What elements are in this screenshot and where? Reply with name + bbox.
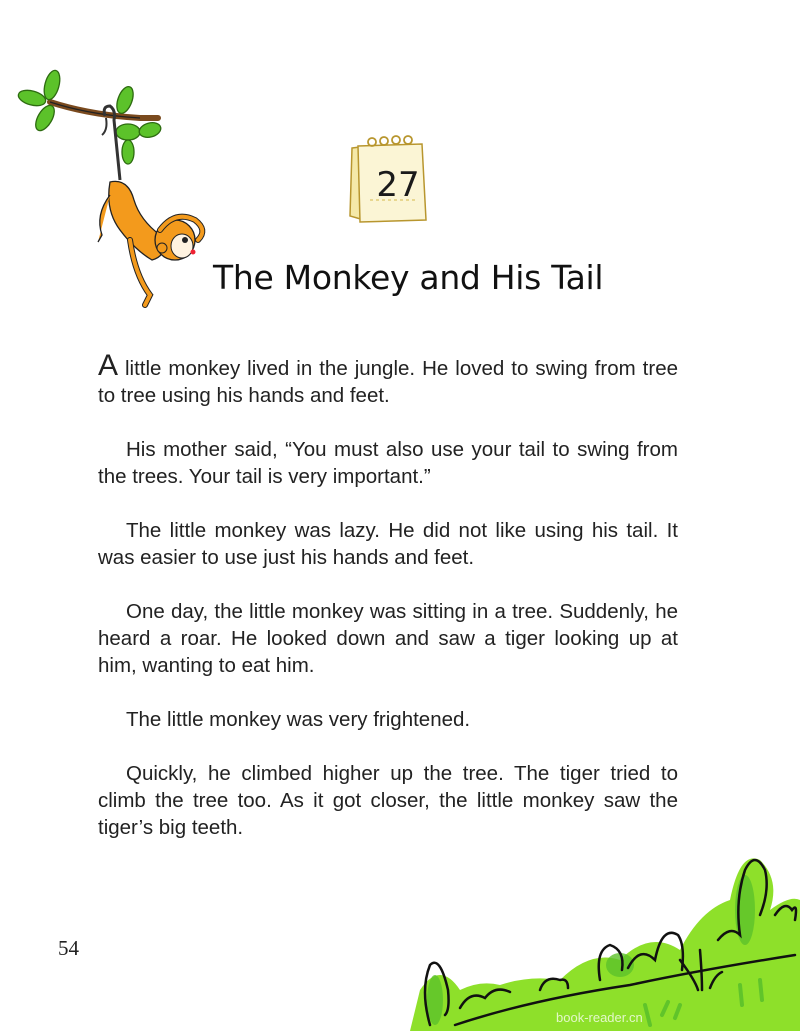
watermark: book-reader.cn — [556, 1010, 643, 1025]
drop-cap: A — [98, 349, 119, 382]
story-paragraph: A little monkey lived in the jungle. He loved to swing from tree to tree using his hands and feet. — [98, 349, 678, 407]
story-paragraph: One day, the little monkey was sitting in a tree. Suddenly, he heard a roar. He looked down and saw a tiger looking up at him, wanting to eat him. — [98, 600, 678, 677]
chapter-number: 27 — [376, 165, 420, 205]
story-paragraph: The little monkey was very frightened. — [126, 708, 471, 731]
page-number: 54 — [58, 936, 79, 960]
story-body — [98, 349, 678, 868]
story-paragraph: His mother said, “You must also use your tail to swing from the trees. Your tail is very important.” — [98, 438, 678, 488]
grass-illustration — [400, 840, 800, 1031]
monkey-illustration — [10, 60, 220, 310]
story-title: The Monkey and His Tail — [213, 258, 604, 297]
story-paragraph: Quickly, he climbed higher up the tree. The tiger tried to climb the tree too. As it got closer, the little monkey saw the tiger’s big teeth. — [98, 762, 678, 839]
story-paragraph: The little monkey was lazy. He did not like using his tail. It was easier to use just his hands and feet. — [98, 519, 678, 569]
